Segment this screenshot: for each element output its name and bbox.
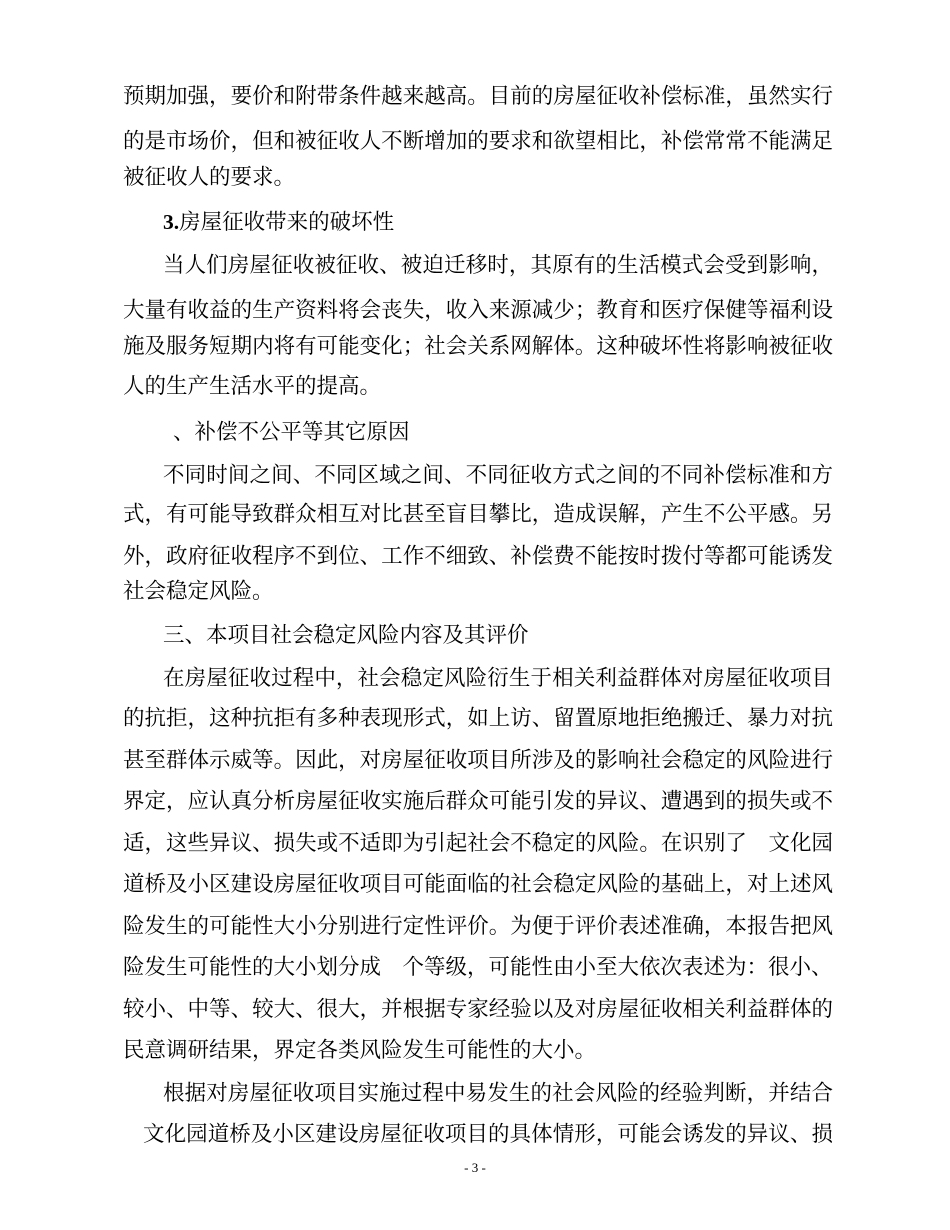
text-line: 不同时间之间、不同区域之间、不同征收方式之间的不同补偿标准和方 [163,463,833,488]
text-line: 界定，应认真分析房屋征收实施后群众可能引发的异议、遭遇到的损失或不 [123,789,833,814]
text-line: 险发生可能性的大小划分成 个等级，可能性由小至大依次表述为：很小、 [123,955,833,980]
text-line: 施及服务短期内将有可能变化；社会关系网解体。这种破坏性将影响被征收 [123,334,833,359]
text-line: 的是市场价，但和被征收人不断增加的要求和欲望相比，补偿常常不能满足 [123,129,833,154]
text-line: 文化园道桥及小区建设房屋征收项目的具体情形，可能会诱发的异议、损 [143,1122,833,1147]
text-line: 当人们房屋征收被征收、被迫迁移时，其原有的生活模式会受到影响， [163,253,833,278]
text-line: 较小、中等、较大、很大，并根据专家经验以及对房屋征收相关利益群体的 [123,997,833,1022]
text-line: 大量有收益的生产资料将会丧失，收入来源减少；教育和医疗保健等福利设 [123,298,833,323]
section-heading-text: 房屋征收带来的破坏性 [179,210,395,235]
text-line: 根据对房屋征收项目实施过程中易发生的社会风险的经验判断，并结合 [163,1081,833,1106]
text-line: 在房屋征收过程中，社会稳定风险衍生于相关利益群体对房屋征收项目 [163,666,833,691]
text-line: 道桥及小区建设房屋征收项目可能面临的社会稳定风险的基础上，对上述风 [123,872,833,897]
text-line: 适，这些异议、损失或不适即为引起社会不稳定的风险。在识别了 文化园 [123,831,833,856]
text-line: 的抗拒，这种抗拒有多种表现形式，如上访、留置原地拒绝搬迁、暴力对抗 [123,706,833,731]
text-line: 甚至群体示威等。因此，对房屋征收项目所涉及的影响社会稳定的风险进行 [123,748,833,773]
text-line: 险发生的可能性大小分别进行定性评价。为便于评价表述准确，本报告把风 [123,914,833,939]
text-line: 民意调研结果，界定各类风险发生可能性的大小。 [123,1038,597,1063]
section-heading: 、补偿不公平等其它原因 [173,420,410,445]
text-line: 预期加强，要价和附带条件越来越高。目前的房屋征收补偿标准，虽然实行 [123,84,833,109]
section-heading: 3.房屋征收带来的破坏性 [163,210,395,235]
page-number: - 3 - [464,1160,486,1175]
text-line: 外，政府征收程序不到位、工作不细致、补偿费不能按时拨付等都可能诱发 [123,544,833,569]
text-line: 社会稳定风险。 [123,579,274,604]
chapter-heading: 三、本项目社会稳定风险内容及其评价 [163,623,529,648]
text-line: 被征收人的要求。 [123,165,296,190]
text-line: 式，有可能导致群众相互对比甚至盲目攀比，造成误解，产生不公平感。另 [123,502,833,527]
text-line: 人的生产生活水平的提高。 [123,374,382,399]
